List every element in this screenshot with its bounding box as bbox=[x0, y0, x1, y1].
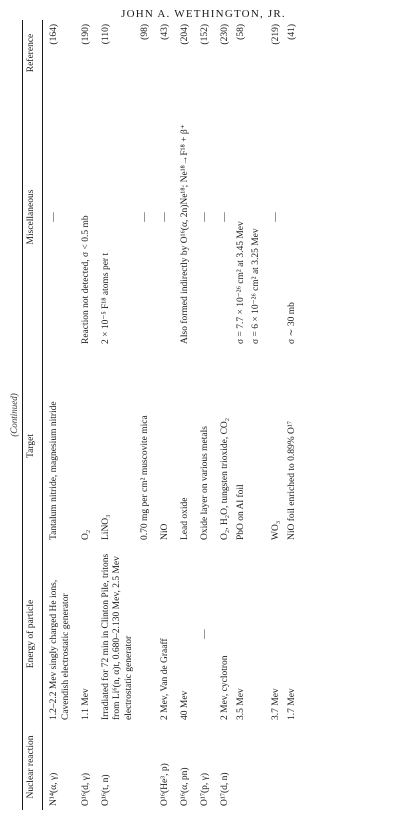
cell-reaction: O¹⁶(t, n) bbox=[100, 774, 111, 806]
cell-reaction: O¹⁶(He³, p) bbox=[160, 763, 170, 806]
table-row bbox=[138, 20, 154, 810]
table-row bbox=[249, 20, 265, 810]
column-header-reference: Reference bbox=[23, 20, 43, 86]
column-header-reaction: Nuclear reaction bbox=[23, 724, 43, 810]
cell-target: Lead oxide bbox=[179, 497, 190, 540]
cell-energy: 2 Mev, Van de Graaff bbox=[160, 638, 170, 720]
column-header-energy: Energy of particle bbox=[23, 544, 43, 724]
cell-energy: 1.1 Mev bbox=[80, 688, 91, 720]
cell-reaction bbox=[265, 724, 285, 810]
table-running-title: (Continued) bbox=[9, 393, 19, 437]
table-header-row bbox=[23, 20, 43, 810]
cell-target: O₂ bbox=[80, 529, 91, 540]
cell-energy bbox=[249, 544, 265, 724]
cell-misc: 2 × 10⁻⁵ F¹⁸ atoms per t bbox=[100, 252, 111, 344]
cell-misc: — bbox=[199, 212, 210, 222]
cell-misc: Also formed indirectly by O¹⁶(α, 2n)Ne¹⁸; Ne¹⁸→F¹⁸ + β⁺ bbox=[179, 124, 190, 344]
cell-target bbox=[249, 348, 265, 544]
cell-target: LiNO₃ bbox=[100, 514, 111, 540]
cell-energy: 1.7 Mev bbox=[287, 688, 298, 720]
cell-target: O₂, H₂O, tungsten trioxide, CO₂ bbox=[219, 417, 230, 540]
cell-misc: σ ∼ 30 mb bbox=[287, 302, 298, 344]
rotated-content bbox=[8, 20, 398, 810]
cell-energy: 3.7 Mev bbox=[271, 688, 282, 720]
table-row bbox=[285, 20, 303, 810]
cell-reaction: O¹⁶(α, pn) bbox=[179, 767, 190, 806]
cell-misc: — bbox=[219, 212, 230, 222]
cell-reference: (43) bbox=[160, 24, 170, 40]
cell-reference: (164) bbox=[48, 24, 59, 45]
cell-target: NiO bbox=[160, 523, 170, 540]
nuclear-reaction-table bbox=[22, 20, 303, 810]
column-header-misc: Miscellaneous bbox=[23, 86, 43, 348]
cell-reference bbox=[249, 20, 265, 86]
cell-reaction: O¹⁷(d, n) bbox=[219, 772, 230, 806]
cell-energy: 2 Mev, cyclotron bbox=[219, 655, 230, 720]
cell-misc: — bbox=[271, 212, 282, 222]
cell-reaction: O¹⁷(p, γ) bbox=[199, 772, 210, 806]
cell-energy: — bbox=[199, 629, 210, 639]
cell-misc: Reaction not detected, σ < 0.5 mb bbox=[80, 215, 91, 344]
cell-reaction: N¹⁴(α, γ) bbox=[48, 772, 59, 806]
rotated-table-page bbox=[0, 24, 407, 825]
cell-energy bbox=[138, 544, 154, 724]
cell-energy: 1.2–2.2 Mev singly charged He ions, Cavendish electrostatic generator bbox=[48, 579, 71, 720]
cell-energy: 40 Mev bbox=[179, 690, 190, 720]
cell-reference: (41) bbox=[287, 24, 298, 40]
cell-reference: (190) bbox=[80, 24, 91, 45]
cell-target: 0.70 mg per cm² muscovite mica bbox=[140, 415, 151, 540]
table-row bbox=[75, 20, 95, 810]
cell-energy: 3.5 Mev bbox=[235, 688, 246, 720]
cell-misc: — bbox=[48, 212, 59, 222]
cell-reaction bbox=[234, 724, 250, 810]
cell-reference: (110) bbox=[100, 24, 111, 45]
cell-reference: (98) bbox=[140, 24, 151, 40]
table-row bbox=[95, 20, 139, 810]
column-header-target: Target bbox=[23, 348, 43, 544]
table-row bbox=[154, 20, 174, 810]
cell-target: WO₃ bbox=[271, 520, 282, 540]
table-row bbox=[174, 20, 194, 810]
page-header: JOHN A. WETHINGTON, JR. bbox=[121, 8, 286, 20]
cell-target: PbO on Al foil bbox=[235, 484, 246, 540]
cell-target: Tantalum nitride, magnesium nitride bbox=[48, 401, 59, 540]
cell-reference: (204) bbox=[179, 24, 190, 45]
cell-misc: — bbox=[140, 212, 151, 222]
table-row bbox=[214, 20, 234, 810]
cell-energy: Irradiated for 72 min in Clinton Pile, tritons from Li⁶(n, α)t, 0.680–2.130 Mev, 2.5 Mev electrostatic generator bbox=[100, 553, 135, 720]
cell-reference: (230) bbox=[219, 24, 230, 45]
table-row bbox=[265, 20, 285, 810]
cell-reaction: O¹⁶(d, γ) bbox=[80, 772, 91, 806]
cell-misc: σ = 7.7 × 10⁻²⁶ cm² at 3.45 Mev bbox=[235, 221, 246, 344]
cell-reaction bbox=[249, 724, 265, 810]
cell-reference: (219) bbox=[271, 24, 282, 45]
cell-reference: (58) bbox=[235, 24, 246, 40]
table-row bbox=[42, 20, 74, 810]
cell-target: NiO foil enriched to 0.89% O¹⁷ bbox=[287, 420, 298, 540]
table-row bbox=[194, 20, 214, 810]
cell-reference: (152) bbox=[199, 24, 210, 45]
cell-target: Oxide layer on various metals bbox=[199, 426, 210, 540]
table-row bbox=[234, 20, 250, 810]
cell-reaction bbox=[138, 724, 154, 810]
cell-misc: — bbox=[160, 212, 170, 222]
cell-reaction bbox=[285, 724, 303, 810]
cell-misc: σ = 6 × 10⁻²⁶ cm² at 3.25 Mev bbox=[251, 228, 262, 344]
